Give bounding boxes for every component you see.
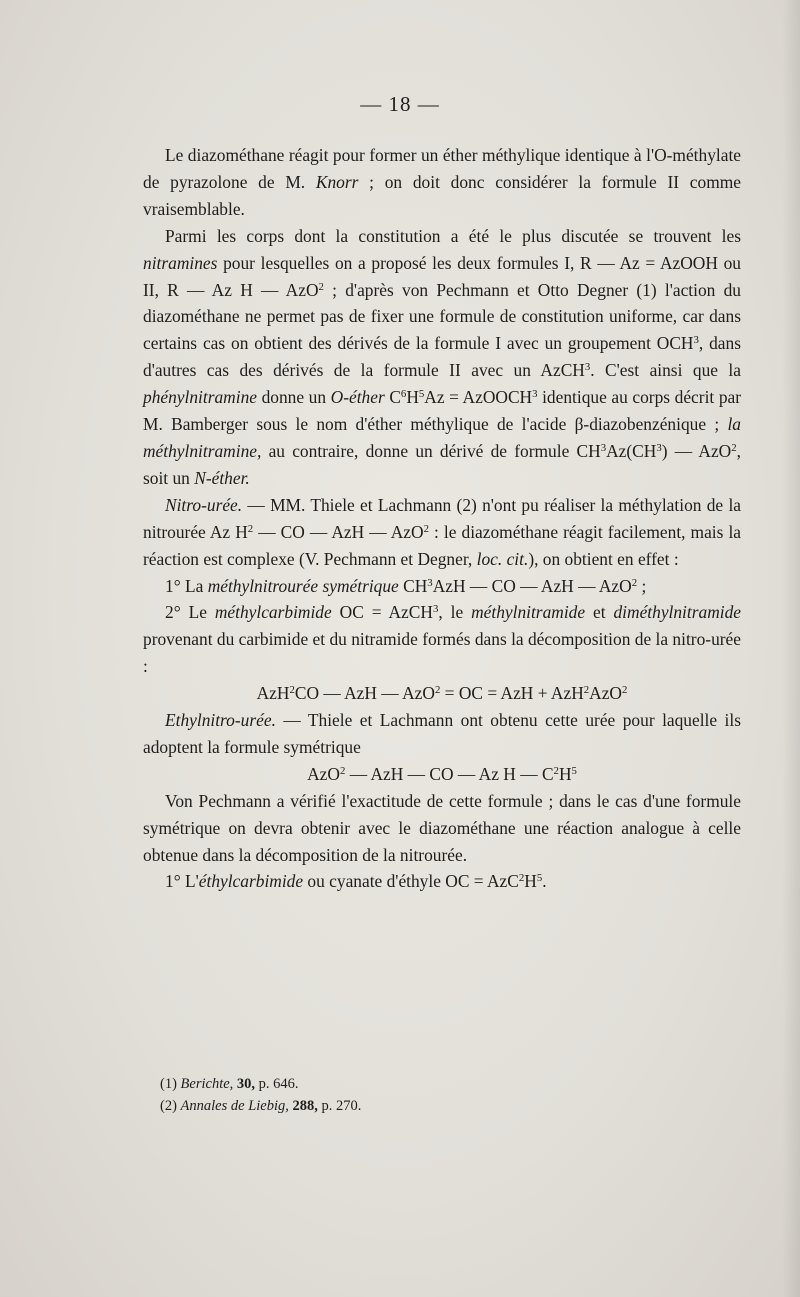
list-item-ethylcarbimide: 1° L'éthylcarbimide ou cyanate d'éthyle OC = $AzC^2H^5$. xyxy=(165,871,547,892)
formula-decomposition: AzH$^2$CO — AzH — AzO$^2$ = OC = AzH + AzH$^2$AzO$^2$ xyxy=(256,683,628,704)
footnote-1: (1) Berichte, 30, p. 646. xyxy=(160,1076,299,1092)
paragraph-nitramines: Parmi les corps dont la constitution a été le plus discutée se trouvent les nitramines pour lesquelles on a proposé les deux formules I, R — Az = AzOOH ou II, R — Az H — AzO$^2$ ; d'après von Pechmann et Otto Degner (1) l'action du diazométhane ne permet pas de fixer une formule de constitution uniforme, car dans certains cas on obtient des dérivés de la formule I avec un groupement OCH$^3$, dans d'autres cas des dérivés de la formule II avec un AzCH$^3$. C'est ainsi que la phénylnitramine donne un O-éther $C^6H^5Az$ = AzOOCH$^3$ identique au corps décrit par M. Bamberger sous le nom d'éther méthylique de l'acide β-diazobenzénique ; la méthylnitramine, au contraire, donne un dérivé de formule $CH^3Az(CH^3)$ — AzO$^2$, soit un N-éther. xyxy=(143,225,742,488)
paragraph-ethylnitro-uree: Ethylnitro-urée. — Thiele et Lachmann ont obtenu cette urée pour laquelle ils adoptent la formule symétrique xyxy=(143,710,741,757)
list-item-2: 2° Le méthylcarbimide OC = AzCH$^3$, le méthylnitramide et diméthylnitramide provenant du carbimide et du nitramide formés dans la décomposition de la nitro-urée : xyxy=(143,602,741,677)
paragraph-pechmann: Von Pechmann a vérifié l'exactitude de cette formule ; dans le cas d'une formule symétrique on devra obtenir avec le diazométhane une réaction analogue à celle obtenue dans la décomposition de la nitrourée. xyxy=(143,790,741,865)
footnote-2: (2) Annales de Liebig, 288, p. 270. xyxy=(160,1098,362,1114)
formula-symmetric: AzO$^2$ — AzH — CO — Az H — $C^2H^5$ xyxy=(307,763,577,784)
paragraph-nitro-uree: Nitro-urée. — MM. Thiele et Lachmann (2) n'ont pu réaliser la méthylation de la nitrourée Az $H^2$ — CO — AzH — AzO$^2$ : le diazométhane réagit facilement, mais la réaction est complexe (V. Pechmann et Degner, loc. cit.), on obtient en effet : xyxy=(143,494,742,569)
paragraph-diazomethane: Le diazométhane réagit pour former un éther méthylique identique à l'O-méthylate de pyrazolone de M. Knorr ; on doit donc considérer la formule II comme vraisemblable. xyxy=(143,145,741,219)
page-number: — 18 — xyxy=(360,92,440,116)
body-text xyxy=(143,142,741,895)
list-item-1: 1° La méthylnitrourée symétrique $CH^3AzH$ — CO — AzH — AzO$^2$ ; xyxy=(165,575,647,596)
footnotes xyxy=(160,1073,720,1117)
